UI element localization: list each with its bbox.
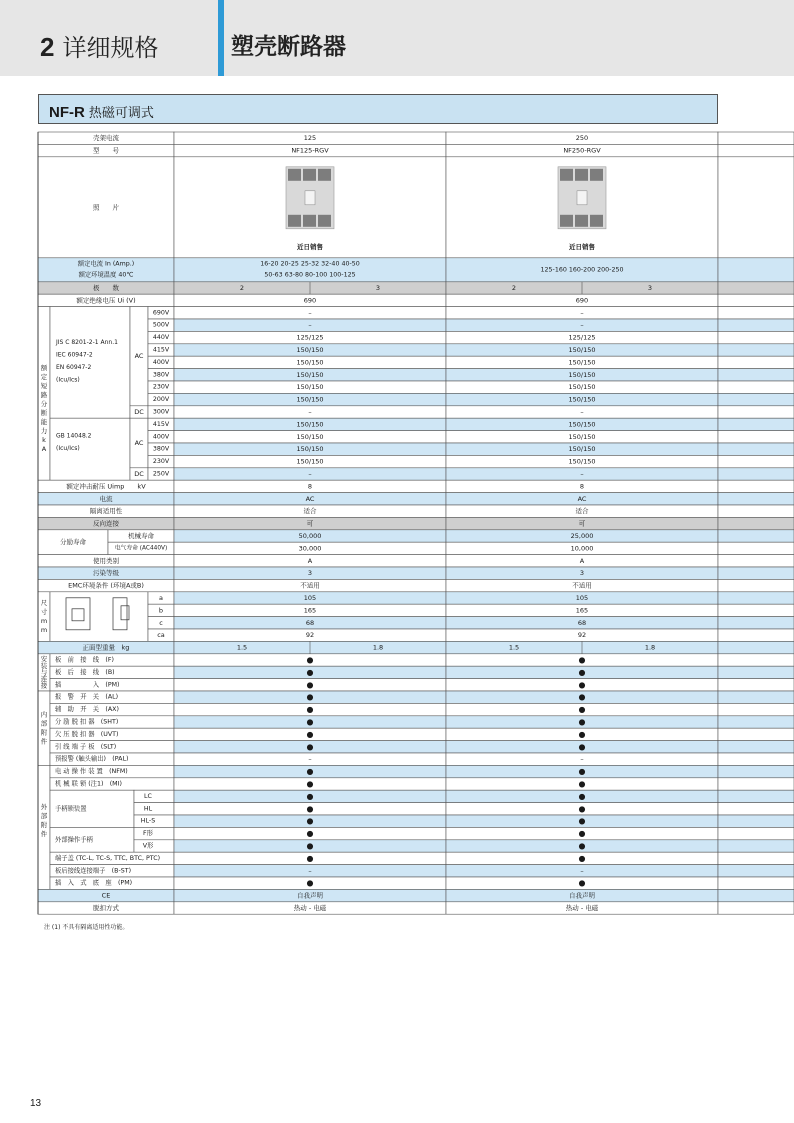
internal-row-col3 [718,728,794,740]
weight-row-value-2b: 1.8 [644,643,656,652]
footer-row-value-1: 热动 - 电磁 [293,904,327,912]
internal-side-label: 附 [40,728,48,737]
breaking-row-value-2: – [580,408,584,416]
external-group-label: 外部操作手柄 [55,836,93,844]
life-sub-label: 机械寿命 [128,532,154,540]
voltage-label: 300V [152,408,170,416]
dim-row-value-1: 165 [303,606,317,615]
internal-item-label: 报 警 开 关 (AL) [55,693,119,701]
internal-row-value-1: ● [306,717,314,727]
external-item-label: 电 动 操 作 装 置 (NFM) [55,768,128,776]
internal-row-value-2: ● [578,729,586,739]
standard-group-2-text: (Icu/Ics) [56,445,80,453]
breaking-side-label: 短 [40,381,48,390]
internal-side-label: 内 [40,710,48,719]
weight-row-value-2a: 1.5 [508,643,520,652]
breaking-row-col3 [718,455,794,467]
internal-row-value-2: ● [578,692,586,702]
standard-group-2-text: GB 14048.2 [56,432,92,440]
install-item-label: 板 后 接 线 (B) [55,668,115,676]
dims-side-label: m [40,626,48,635]
external-item-label: 插 入 式 底 座 (PM) [55,879,133,887]
life-label: 分励寿命 [60,538,86,547]
breaker-photo-2-terminal [560,215,573,227]
breaking-row-col3 [718,344,794,356]
model-code: NF-R [49,104,85,121]
breaking-side-label: 定 [40,372,48,381]
install-side-label: 安 [40,655,48,664]
breaking-row-value-1: – [308,321,312,330]
internal-item-label: 分 励 脱 扣 器 (SHT) [55,718,119,726]
misc-row-2-label: 污染等级 [93,569,119,578]
external-row-value-1: ● [306,767,314,777]
poles-row-col3 [718,282,794,294]
misc-row-col3 [718,505,794,517]
voltage-label: 500V [152,321,170,329]
external-row-value-2: ● [578,816,586,826]
breaking-side-label: 分 [40,399,48,408]
weight-row-col3 [718,641,794,653]
external-sub-cell [134,827,174,839]
life-row-value-2: 25,000 [570,532,594,540]
breaker-photo-1-terminal [288,169,301,181]
voltage-label: 440V [152,334,170,342]
voltage-label: 380V [152,445,170,453]
external-row-value-1: ● [306,829,314,839]
misc-row-col3 [718,517,794,529]
breaking-row-value-2: 150/150 [568,395,596,404]
standard-group-1-cell [50,307,130,419]
life-sub-label: 电气寿命 (AC440V) [114,545,168,552]
dim-row-value-2: 105 [575,594,589,602]
breaker-photo-1-terminal [303,215,316,227]
frame-row-col3 [718,132,794,144]
poles-row-value-1b: 3 [375,284,381,292]
poles-row-label: 极 数 [93,284,119,292]
breaking-row-col3 [718,331,794,343]
footer-row-label: 脱扣方式 [93,904,119,912]
dc-label-2: DC [134,470,144,478]
misc-row-label: 反向连接 [93,519,119,528]
breaker-photo-1-terminal [318,169,331,181]
external-row-value-2: ● [578,841,586,851]
breaking-row-value-1: 150/150 [296,346,324,354]
misc-row-2-value-1: A [307,556,313,565]
misc-row-value-1: 可 [306,519,314,528]
external-row-col3 [718,803,794,815]
voltage-label: 400V [152,433,170,441]
model-row-col3 [718,144,794,156]
external-sub-cell [134,790,174,802]
external-row-col3 [718,852,794,864]
external-row-value-2: ● [578,791,586,801]
breaking-row-value-1: – [308,308,312,317]
breaking-row-col3 [718,418,794,430]
rated-current-value-1: 16-20 20-25 25-32 32-40 40-50 [260,260,360,268]
install-row-col3 [718,679,794,691]
breaking-row-col3 [718,443,794,455]
breaking-row-value-1: 150/150 [296,432,324,441]
breaking-row-value-1: 150/150 [296,358,324,367]
misc-row-2-value-1: 3 [307,569,313,578]
misc-row-col3 [718,480,794,492]
breaking-row-value-2: 150/150 [568,432,596,441]
life-row-value-1: 30,000 [298,544,322,553]
install-row-value-2: ● [578,680,586,690]
standard-group-1-text: EN 60947-2 [56,364,92,372]
dims-side-label: 寸 [40,608,48,617]
ac-label-2: AC [134,439,144,447]
install-row-value-1: ● [306,655,314,665]
ac-label-1: AC [134,352,144,361]
breaking-row-value-1: 150/150 [296,420,324,429]
voltage-label: 400V [152,358,170,366]
install-item-label: 插 入 (PM) [55,681,120,689]
frame-row-label: 壳架电流 [93,134,119,143]
rated-current-row-col3 [718,258,794,282]
misc-row-value-2: 适合 [575,507,589,516]
install-item-label: 板 前 接 线 (F) [55,656,114,664]
install-row-value-2: ● [578,667,586,677]
external-row-value-2: ● [578,804,586,814]
dim-letter: b [158,606,164,615]
photo-caption-2: 近日销售 [569,242,595,251]
dim-row-value-1: 105 [303,594,317,602]
external-row-col3 [718,827,794,839]
breaker-photo-2-handle [577,191,587,205]
install-side-label: 与 [40,668,48,677]
breaker-photo-2-terminal [590,215,603,227]
ambient-temp-label: 额定环境温度 40℃ [78,271,134,279]
external-row-value-1: – [308,866,312,875]
external-row-col3 [718,790,794,802]
voltage-label: 380V [152,371,170,379]
poles-row-value-1a: 2 [239,284,245,292]
external-side-label: 外 [40,802,48,811]
dim-row-value-2: 68 [577,618,587,627]
external-sub-label: HL-S [140,817,156,825]
internal-row-value-1: ● [306,705,314,715]
misc-row-2-col3 [718,579,794,591]
breaking-row-value-2: 150/150 [568,383,596,392]
footnote: 注 (1) 不具有隔离适用性功能。 [44,924,129,931]
misc-row-value-2: AC [577,494,587,503]
misc-row-2-value-2: 不适用 [572,581,592,590]
breaking-side-label: k [42,435,46,444]
internal-row-col3 [718,741,794,753]
internal-row-value-1: – [308,755,312,764]
internal-row-value-2: ● [578,705,586,715]
external-row-value-2: ● [578,853,586,863]
misc-row-col3 [718,493,794,505]
external-row-value-1: ● [306,878,314,888]
external-row-value-1: ● [306,816,314,826]
dims-front-view [66,598,90,630]
section-title: 详细规格 [62,34,159,62]
external-item-label: 板后接线连接端子 (B-ST) [55,867,132,875]
footer-row-col3 [718,889,794,901]
internal-item-label: 欠 压 脱 扣 器 (UVT) [55,730,119,738]
external-row-value-2: ● [578,779,586,789]
breaking-row-value-1: 150/150 [296,395,324,404]
install-row-value-1: ● [306,680,314,690]
weight-row-value-1a: 1.5 [236,643,248,652]
external-side-label: 部 [40,811,48,820]
footer-row-col3 [718,902,794,914]
breaking-row-value-2: 150/150 [568,445,596,454]
internal-row-value-2: ● [578,717,586,727]
misc-row-2-value-1: 不适用 [300,581,320,590]
breaking-row-col3 [718,406,794,418]
insulation-row-col3 [718,294,794,306]
internal-item-label: 预报警 (触头输出) (PAL) [55,755,129,763]
internal-row-value-2: – [580,755,584,764]
breaking-row-value-2: 150/150 [568,457,596,466]
breaking-row-value-1: 150/150 [296,445,324,454]
external-row-value-1: ● [306,791,314,801]
misc-row-label: 额定冲击耐压 Uimp kV [66,482,146,491]
dim-letter: a [159,594,163,602]
breaking-row-value-1: – [308,408,312,416]
insulation-row-label: 额定绝缘电压 Ui (V) [76,296,136,305]
install-row-col3 [718,654,794,666]
dim-row-col3 [718,592,794,604]
internal-row-col3 [718,691,794,703]
external-item-label: 机 械 联 锁 (注1) (MI) [55,780,122,788]
external-row-col3 [718,865,794,877]
voltage-label: 230V [152,383,170,391]
external-row-col3 [718,765,794,777]
breaking-row-col3 [718,356,794,368]
model-name: 热磁可调式 [88,106,154,121]
external-sub-cell [134,803,174,815]
install-row-value-1: ● [306,667,314,677]
external-row-value-2: ● [578,878,586,888]
footer-row-value-2: 自我声明 [569,891,595,900]
internal-side-label: 件 [40,737,48,746]
breaking-row-value-1: – [308,470,312,478]
external-item-label: 端子盖 (TC-L, TC-S, TTC, BTC, PTC) [55,854,161,862]
footer-row-label: CE [101,891,111,900]
dim-row-col3 [718,617,794,629]
life-row-col3 [718,530,794,542]
breaking-row-col3 [718,307,794,319]
internal-row-col3 [718,703,794,715]
external-row-value-2: ● [578,829,586,839]
internal-item-label: 引 线 端 子 板 (SLT) [55,743,117,751]
dims-side-label: m [40,617,48,626]
weight-row-value-1b: 1.8 [372,643,384,652]
breaking-side-label: 断 [40,408,48,417]
internal-item-label: 辅 助 开 关 (AX) [55,706,119,714]
breaking-row-value-2: – [580,308,584,317]
external-row-col3 [718,778,794,790]
breaking-row-value-1: 150/150 [296,457,324,466]
misc-row-value-1: 8 [307,482,313,491]
external-sub-label: V形 [142,842,154,850]
dims-side-view [113,598,127,630]
poles-row-value-2b: 3 [647,284,653,292]
external-sub-label: F形 [143,830,153,838]
breaking-row-value-2: 150/150 [568,346,596,354]
rated-current-label: 额定电流 In (Amp.) [77,260,135,268]
footer-row-value-2: 热动 - 电磁 [565,904,599,912]
install-row-value-2: ● [578,655,586,665]
install-side-label: 接 [40,681,48,690]
breaking-row-value-2: 150/150 [568,358,596,367]
life-row-col3 [718,542,794,554]
standard-group-1-text: IEC 60947-2 [56,351,93,359]
external-row-value-1: ● [306,804,314,814]
internal-row-col3 [718,716,794,728]
breaking-row-col3 [718,431,794,443]
breaking-row-col3 [718,319,794,331]
standard-group-1-text: (Icu/Ics) [56,376,80,384]
misc-row-2-col3 [718,555,794,567]
breaking-row-col3 [718,381,794,393]
external-side-label: 附 [40,820,48,829]
life-row-value-1: 50,000 [298,532,322,540]
breaker-photo-2-terminal [575,169,588,181]
misc-row-2-label: 使用类别 [93,556,119,565]
dims-diagram-cell [50,592,148,642]
breaker-photo-2-terminal [590,169,603,181]
voltage-label: 690V [152,309,170,317]
dim-letter: ca [157,631,165,640]
dims-side-label: 尺 [40,599,48,608]
frame-row-value-2: 250 [575,134,589,143]
misc-row-2-col3 [718,567,794,579]
breaking-row-value-2: – [580,321,584,330]
internal-row-value-1: ● [306,729,314,739]
dim-row-value-1: 92 [305,631,315,640]
install-side-label: 连 [40,675,48,684]
model-row-value-1: NF125-RGV [291,146,329,155]
voltage-label: 415V [152,420,170,428]
voltage-label: 250V [152,470,170,478]
insulation-row-value-2: 690 [575,296,589,305]
breaking-row-value-2: 150/150 [568,370,596,379]
voltage-label: 230V [152,458,170,466]
breaking-row-col3 [718,468,794,480]
breaking-row-col3 [718,393,794,405]
rated-current-value-1b: 50-63 63-80 80-100 100-125 [264,271,356,279]
external-row-value-2: – [580,866,584,875]
dc-label-1: DC [134,408,144,416]
external-row-value-1: ● [306,779,314,789]
breaker-photo-1-terminal [318,215,331,227]
misc-row-2-value-2: A [579,556,585,565]
install-side-label: 装 [40,661,48,670]
dim-letter: c [159,618,163,627]
breaking-row-value-1: 125/125 [296,333,324,342]
standard-group-1-text: JIS C 8201-2-1 Ann.1 [56,339,118,347]
breaker-photo-2-terminal [560,169,573,181]
internal-row-value-2: ● [578,742,586,752]
voltage-label: 200V [152,396,170,404]
breaking-row-value-2: – [580,470,584,478]
photo-caption-1: 近日销售 [297,242,323,251]
external-row-value-1: ● [306,841,314,851]
insulation-row-value-1: 690 [303,296,317,305]
misc-row-2-value-2: 3 [579,569,585,578]
dim-row-col3 [718,604,794,616]
external-sub-label: HL [143,805,153,813]
dim-row-col3 [718,629,794,641]
footer-row-value-1: 自我声明 [297,891,323,900]
model-row-value-2: NF250-RGV [563,146,601,155]
internal-row-value-1: ● [306,692,314,702]
misc-row-label: 电流 [99,494,113,503]
external-side-label: 件 [40,829,48,838]
external-row-col3 [718,815,794,827]
breaker-photo-1-terminal [303,169,316,181]
internal-row-col3 [718,753,794,765]
breaker-photo-2-terminal [575,215,588,227]
breaking-side-label: 能 [40,417,48,426]
dim-row-value-2: 165 [575,606,589,615]
breaking-row-value-2: 125/125 [568,333,596,342]
photo-row-col3 [718,157,794,258]
breaking-row-value-1: 150/150 [296,383,324,392]
internal-row-value-1: ● [306,742,314,752]
section-number: 2 [40,32,55,62]
breaking-side-label: 额 [40,363,48,372]
external-sub-label: LC [144,792,152,800]
misc-row-2-label: EMC环境条件 (环境A或B) [68,581,144,590]
external-row-col3 [718,877,794,889]
breaking-row-col3 [718,369,794,381]
photo-label: 照 片 [93,203,119,212]
external-row-col3 [718,840,794,852]
dim-row-value-2: 92 [577,631,587,640]
model-row-label: 型 号 [93,146,119,155]
misc-row-value-2: 可 [578,519,586,528]
page-title: 塑壳断路器 [231,34,346,60]
external-row-value-1: ● [306,853,314,863]
external-sub-cell [134,840,174,852]
frame-row-value-1: 125 [303,134,317,143]
dim-row-value-1: 68 [305,618,315,627]
rated-current-value-2: 125-160 160-200 200-250 [540,266,624,274]
misc-row-value-2: 8 [579,482,585,491]
page-number: 13 [30,1098,42,1109]
misc-row-label: 隔离适用性 [89,507,123,516]
install-row-col3 [718,666,794,678]
external-row-value-2: ● [578,767,586,777]
poles-row-value-2a: 2 [511,284,517,292]
external-group-label: 手柄锁装置 [55,805,87,813]
breaker-photo-1-handle [305,191,315,205]
internal-side-label: 部 [40,719,48,728]
weight-row-label: 正面型重量 kg [82,643,130,652]
breaking-row-value-1: 150/150 [296,370,324,379]
breaking-row-value-2: 150/150 [568,420,596,429]
breaking-side-label: A [41,444,47,453]
breaking-side-label: 路 [40,390,48,399]
life-row-value-2: 10,000 [570,544,594,553]
breaker-photo-1-terminal [288,215,301,227]
breaking-side-label: 力 [40,426,48,435]
misc-row-value-1: AC [305,494,315,503]
misc-row-value-1: 适合 [303,507,317,516]
voltage-label: 415V [152,346,170,354]
